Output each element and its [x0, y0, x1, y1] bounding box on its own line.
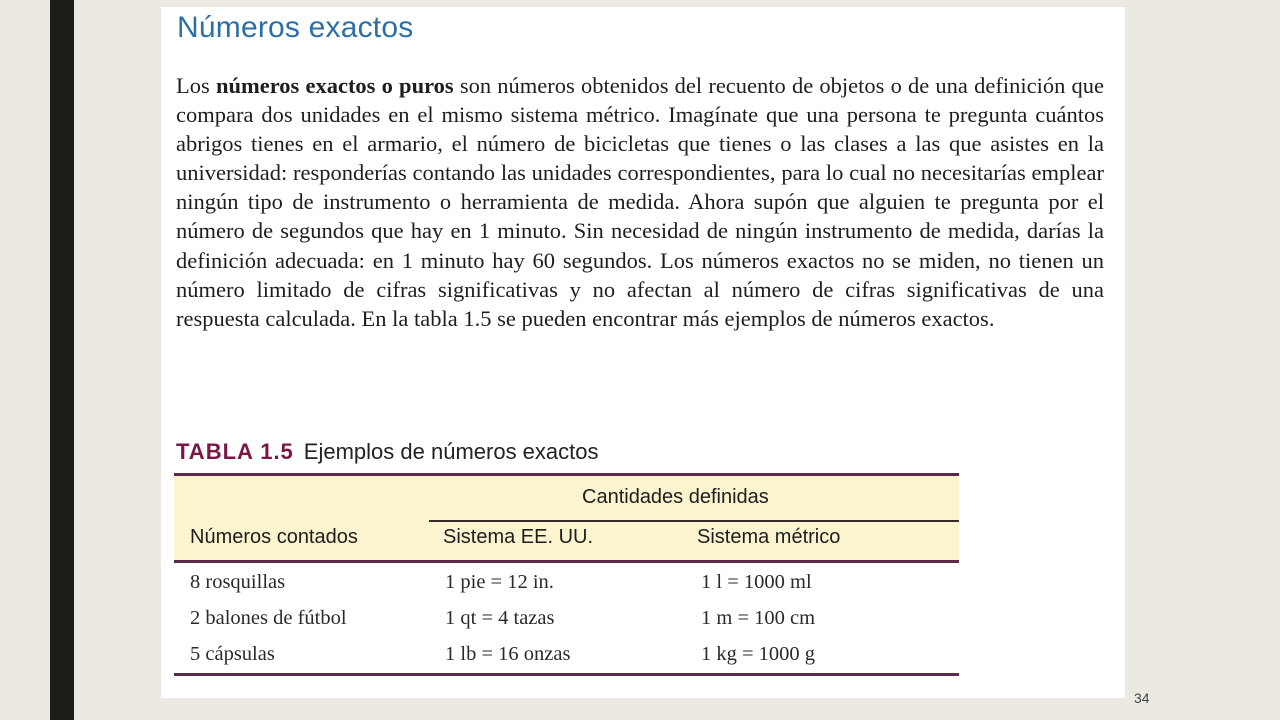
table-caption-text: Ejemplos de números exactos — [303, 439, 599, 464]
slide-side-bar — [50, 0, 74, 720]
header-defined-quantities: Cantidades definidas — [582, 486, 769, 508]
paragraph-rest: son números obtenidos del recuento de objetos o de una definición que compara dos unidades en el mismo sistema métrico. Imagínate que una persona te pregunta cuántos abrigos tienes en el armario, el número de bicicletas que tienes o las clases a las que asistes en la universidad: responderías contando las unidades correspondientes, para lo cual no necesitarías emplear ningún tipo de instrumento o herramienta de medida. Ahora supón que alguien te pregunta por el número de segundos que hay en 1 minuto. Sin necesidad de ningún instrumento de medida, darías la definición adecuada: en 1 minuto hay 60 segundos. Los números exactos no se miden, no tienen un número limitado de cifras significativas y no afectan al número de cifras significativas de una respuesta calculada. En la tabla 1.5 se pueden encontrar más ejemplos de números exactos. — [176, 73, 1104, 331]
paragraph-bold-term: números exactos o puros — [215, 73, 454, 98]
cell-us: 1 pie = 12 in. — [445, 571, 554, 593]
table-number: TABLA 1.5 — [176, 439, 294, 464]
cell-us: 1 lb = 16 onzas — [445, 643, 571, 665]
cell-counted: 8 rosquillas — [190, 571, 286, 593]
cell-metric: 1 l = 1000 ml — [701, 571, 812, 593]
slide-page-number: 34 — [1134, 690, 1150, 706]
cell-counted: 2 balones de fútbol — [190, 607, 347, 629]
table-row — [174, 643, 959, 679]
table-body — [174, 563, 959, 673]
table-caption — [176, 439, 599, 465]
cell-metric: 1 kg = 1000 g — [701, 643, 816, 665]
cell-metric: 1 m = 100 cm — [701, 607, 816, 629]
header-group-rule — [429, 520, 959, 522]
table-row — [174, 571, 959, 607]
cell-us: 1 qt = 4 tazas — [445, 607, 555, 629]
header-counted-numbers: Números contados — [190, 526, 358, 548]
header-metric-system: Sistema métrico — [697, 526, 841, 548]
cell-counted: 5 cápsulas — [190, 643, 275, 665]
body-paragraph — [176, 71, 1104, 333]
textbook-page — [161, 7, 1125, 698]
paragraph-lead: Los — [176, 73, 216, 98]
section-title: Números exactos — [177, 11, 414, 44]
table-row — [174, 607, 959, 643]
header-us-system: Sistema EE. UU. — [443, 526, 594, 548]
table-header — [174, 473, 959, 563]
exact-numbers-table — [174, 473, 959, 676]
